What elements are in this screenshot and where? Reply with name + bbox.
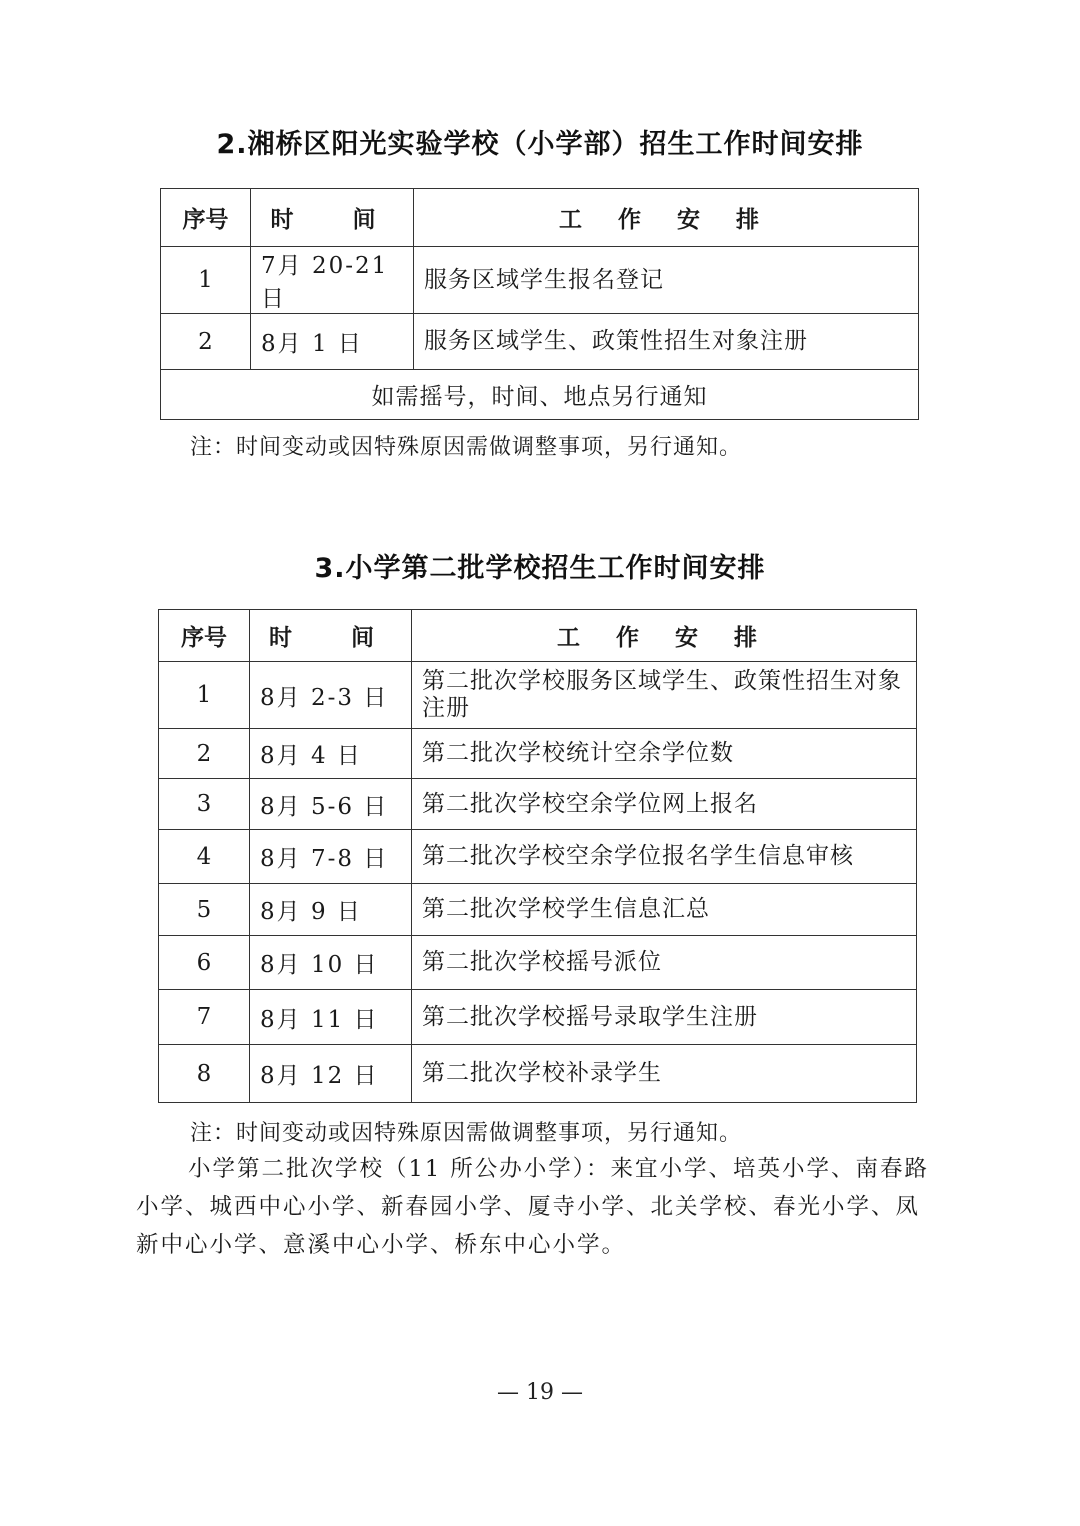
row-date: 8月 10 日 <box>250 936 412 990</box>
span-note: 如需摇号，时间、地点另行通知 <box>161 370 919 420</box>
table-header-row <box>159 610 917 662</box>
header-index: 序号 <box>161 189 251 247</box>
page-number: — 19 — <box>497 1380 583 1405</box>
row-index: 2 <box>161 314 251 370</box>
header-task: 工 作 安 排 <box>412 610 917 662</box>
table-row <box>159 662 917 729</box>
section-3-title: 3.小学第二批学校招生工作时间安排 <box>314 553 766 584</box>
row-index: 8 <box>159 1045 250 1103</box>
section-2-note: 注：时间变动或因特殊原因需做调整事项，另行通知。 <box>190 435 743 460</box>
row-index: 1 <box>161 247 251 314</box>
table-row <box>159 884 917 936</box>
section-2-table <box>160 188 919 420</box>
row-index: 1 <box>159 662 250 729</box>
row-task: 服务区域学生报名登记 <box>414 247 919 314</box>
row-date: 8月 5-6 日 <box>250 779 412 830</box>
row-task: 第二批次学校摇号派位 <box>412 936 917 990</box>
row-index: 5 <box>159 884 250 936</box>
row-date: 7月 20-21 日 <box>251 247 414 314</box>
row-task: 第二批次学校服务区域学生、政策性招生对象注册 <box>412 662 917 729</box>
row-task: 第二批次学校摇号录取学生注册 <box>412 990 917 1045</box>
table-row <box>161 247 919 314</box>
table-row <box>159 729 917 779</box>
row-date: 8月 9 日 <box>250 884 412 936</box>
row-index: 3 <box>159 779 250 830</box>
row-date: 8月 7-8 日 <box>250 830 412 884</box>
row-task: 第二批次学校补录学生 <box>412 1045 917 1103</box>
row-index: 6 <box>159 936 250 990</box>
row-date: 8月 4 日 <box>250 729 412 779</box>
row-date: 8月 11 日 <box>250 990 412 1045</box>
row-task: 第二批次学校空余学位网上报名 <box>412 779 917 830</box>
header-task: 工 作 安 排 <box>414 189 919 247</box>
table-row <box>159 830 917 884</box>
row-date: 8月 12 日 <box>250 1045 412 1103</box>
table-row <box>161 314 919 370</box>
row-task: 第二批次学校统计空余学位数 <box>412 729 917 779</box>
header-index: 序号 <box>159 610 250 662</box>
row-date: 8月 1 日 <box>251 314 414 370</box>
row-index: 4 <box>159 830 250 884</box>
school-list-paragraph: 小学第二批次学校（11 所公办小学）：来宜小学、培英小学、南春路小学、城西中心小学、新春园小学、厦寺小学、北关学校、春光小学、凤新中心小学、意溪中心小学、桥东中心小学。 <box>136 1156 930 1258</box>
row-task: 第二批次学校学生信息汇总 <box>412 884 917 936</box>
row-task: 服务区域学生、政策性招生对象注册 <box>414 314 919 370</box>
table-span-row <box>161 370 919 420</box>
table-row <box>159 990 917 1045</box>
header-time: 时 间 <box>250 610 412 662</box>
table-row <box>159 779 917 830</box>
row-date: 8月 2-3 日 <box>250 662 412 729</box>
table-header-row <box>161 189 919 247</box>
section-3-table <box>158 609 917 1103</box>
table-row <box>159 936 917 990</box>
table-row <box>159 1045 917 1103</box>
row-task: 第二批次学校空余学位报名学生信息审核 <box>412 830 917 884</box>
section-3-note: 注：时间变动或因特殊原因需做调整事项，另行通知。 <box>190 1121 743 1146</box>
header-time: 时 间 <box>251 189 414 247</box>
row-index: 7 <box>159 990 250 1045</box>
section-2-title: 2.湘桥区阳光实验学校（小学部）招生工作时间安排 <box>216 129 864 160</box>
row-index: 2 <box>159 729 250 779</box>
